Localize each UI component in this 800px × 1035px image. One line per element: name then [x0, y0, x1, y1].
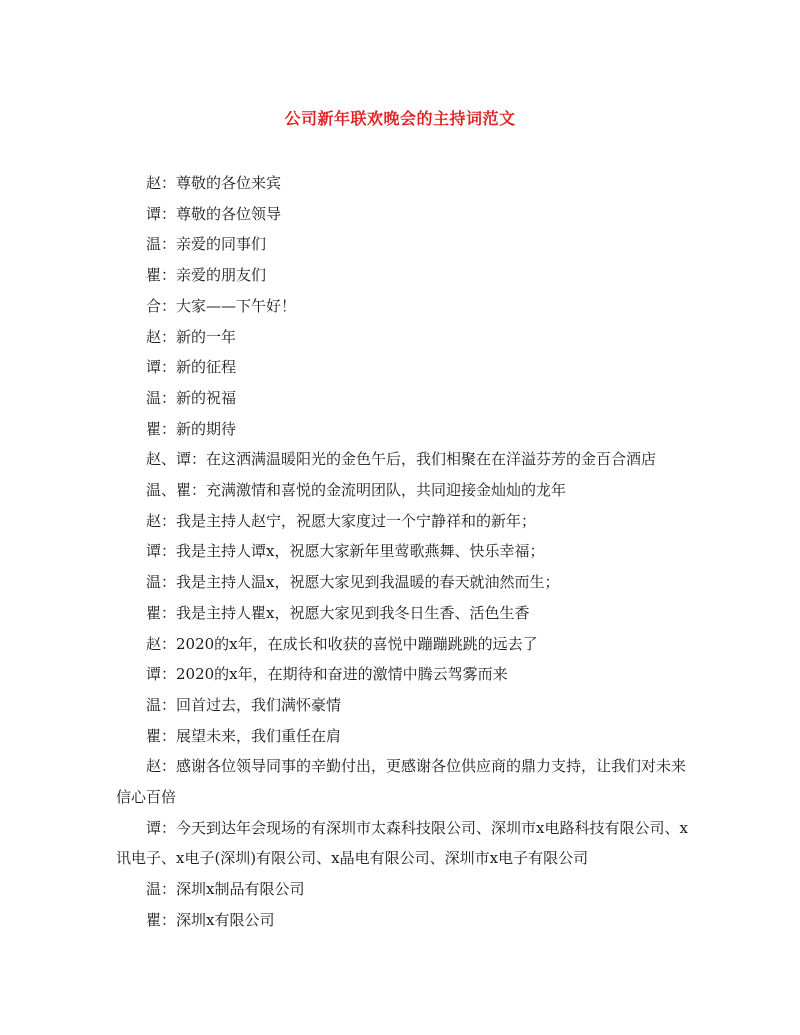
paragraph: 谭：尊敬的各位领导 [146, 204, 282, 223]
paragraph: 瞿：展望未来，我们重任在肩 [146, 726, 342, 745]
paragraph: 赵、谭：在这洒满温暖阳光的金色午后，我们相聚在在洋溢芬芳的金百合酒店 [146, 450, 657, 469]
paragraph: 瞿：我是主持人瞿x，祝愿大家见到我冬日生香、活色生香 [146, 603, 530, 622]
paragraph: 谭：今天到达年会现场的有深圳市太森科技限公司、深圳市x电路科技有限公司、x讯电子、x电子(深圳)有限公司、x晶电有限公司、深圳市x电子有限公司 [116, 818, 688, 868]
paragraph: 合：大家——下午好！ [146, 296, 297, 315]
paragraph: 赵：感谢各位领导同事的辛勤付出，更感谢各位供应商的鼎力支持，让我们对未来信心百倍 [116, 757, 687, 807]
document-body [116, 168, 688, 936]
paragraph: 温：新的祝福 [146, 388, 237, 407]
paragraph: 赵：2020的x年，在成长和收获的喜悦中蹦蹦跳跳的远去了 [146, 634, 538, 653]
paragraph: 温：回首过去，我们满怀豪情 [146, 695, 342, 714]
paragraph: 瞿：亲爱的朋友们 [146, 266, 267, 285]
paragraph: 瞿：深圳x有限公司 [146, 910, 275, 929]
paragraph: 谭：2020的x年，在期待和奋进的激情中腾云驾雾而来 [146, 665, 508, 684]
paragraph: 温：亲爱的同事们 [146, 235, 267, 254]
paragraph: 温：我是主持人温x，祝愿大家见到我温暖的春天就油然而生； [146, 573, 560, 592]
document-title: 公司新年联欢晚会的主持词范文 [284, 109, 516, 128]
paragraph: 赵：我是主持人赵宁，祝愿大家度过一个宁静祥和的新年； [146, 511, 537, 530]
paragraph: 赵：新的一年 [146, 327, 237, 346]
paragraph: 瞿：新的期待 [146, 419, 237, 438]
paragraph: 谭：我是主持人谭x，祝愿大家新年里莺歌燕舞、快乐幸福； [146, 542, 545, 561]
paragraph: 温、瞿：充满激情和喜悦的金流明团队，共同迎接金灿灿的龙年 [146, 481, 567, 500]
paragraph: 温：深圳x制品有限公司 [146, 880, 305, 899]
paragraph: 赵：尊敬的各位来宾 [146, 174, 282, 192]
paragraph: 谭：新的征程 [146, 358, 237, 377]
